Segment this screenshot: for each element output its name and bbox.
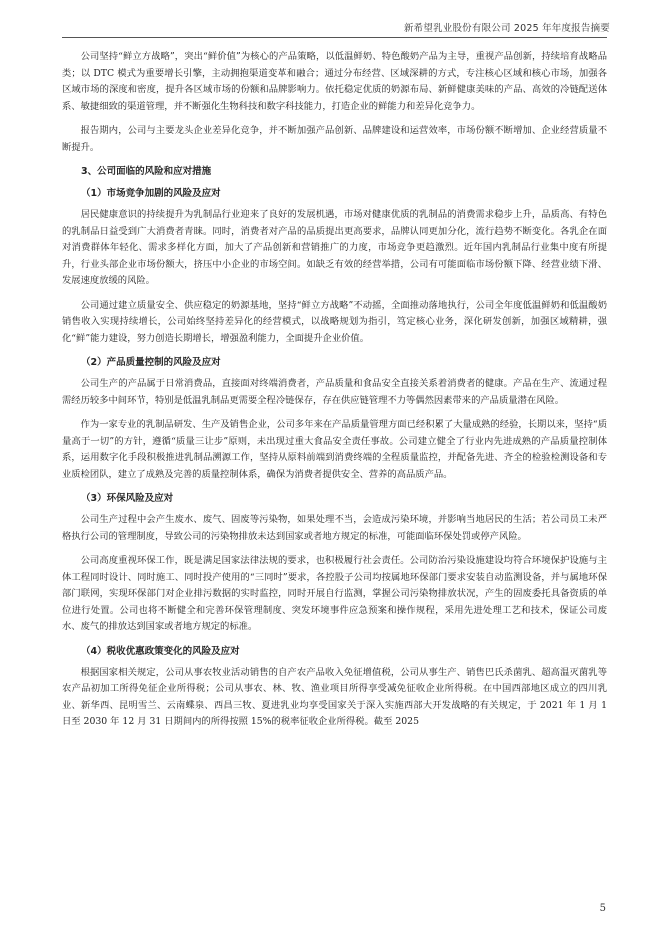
sub-heading-tax-policy: （4）税收优惠政策变化的风险及应对 xyxy=(81,645,240,657)
section-heading-risks: 3、公司面临的风险和应对措施 xyxy=(81,166,212,177)
sub-heading-market-competition: （1）市场竞争加剧的风险及应对 xyxy=(81,188,221,199)
paragraph-reporting-period: 报告期内，公司与主要龙头企业差异化竞争，并不断加强产品创新、品牌建设和运营效率，市场份额不断增加、企业经营质量不断提升。 xyxy=(62,125,607,153)
paragraph-quality-risk: 公司生产的产品属于日常消费品，直接面对终端消费者，产品质量和食品安全直接关系着消费者的健康。产品在生产、流通过程需经历较多中间环节，特别是低温乳制品更需要全程冷链保存，存在供应链管理不力等偶然因素带来的产品质量潜在风险。 xyxy=(62,378,607,406)
paragraph-market-risk: 居民健康意识的持续提升为乳制品行业迎来了良好的发展机遇，市场对健康优质的乳制品的消费需求稳步上升，品质高、有特色的乳制品日益受到广大消费者青睐。同时，消费者对产品的品质提出更高要求，品牌认同更加分化，流行趋势不断变化。各乳企在面对消费群体年轻化、需求多样化方面，加大了产品创新和营销推广的力度，市场竞争更趋激烈。近年国内乳制品行业集中度有所提升，行业头部企业市场份额大，挤压中小企业的市场空间。如缺乏有效的经营举措，公司有可能面临市场份额下降、经营业绩下滑、发展速度放缓的风险。 xyxy=(62,209,607,286)
sub-heading-quality-control: （2）产品质量控制的风险及应对 xyxy=(81,357,221,368)
page-number: 5 xyxy=(599,903,606,914)
paragraph-environmental-risk: 公司生产过程中会产生废水、废气、固废等污染物，如果处理不当，会造成污染环境，并影响当地居民的生活；若公司员工未严格执行公司的管理制度，导致公司的污染物排放未达到国家或者地方规定的标准，可能面临环保处罚或停产风险。 xyxy=(62,514,607,542)
header-divider xyxy=(62,37,607,38)
page-header-title: 新希望乳业股份有限公司 2025 年年度报告摘要 xyxy=(403,23,610,34)
sub-heading-environmental: （3）环保风险及应对 xyxy=(81,493,174,504)
paragraph-market-response: 公司通过建立质量安全、供应稳定的奶源基地，坚持“鲜立方战略”不动摇，全面推动落地执行，公司全年度低温鲜奶和低温酸奶销售收入实现持续增长，公司始终坚持差异化的经营模式，以战略规划为指引，笃定核心业务，深化研发创新，加强区域精耕，强化“鲜”能力建设，努力创造长期增长，增强盈利能力，全面提升企业价值。 xyxy=(62,299,607,344)
paragraph-tax-policy: 根据国家相关规定，公司从事农牧业活动销售的自产农产品收入免征增值税，公司从事生产、销售巴氏杀菌乳、超高温灭菌乳等农产品初加工所得免征企业所得税；公司从事农、林、牧、渔业项目所得享受减免征收企业所得税。在中国西部地区成立的四川乳业、新华西、昆明雪兰、云南蝶泉、西昌三牧、夏进乳业均享受国家关于深入实施西部大开发战略的有关规定，于 2021 年 1 月 1 日至 2030 年 12 月 31 日期间内的所得按照 15%的税率征收企业所得税。截至 2025 xyxy=(62,666,607,727)
report-body xyxy=(62,49,607,739)
paragraph-quality-response: 作为一家专业的乳制品研发、生产及销售企业，公司多年来在产品质量管理方面已经积累了大量成熟的经验，长期以来，坚持“质量高于一切”的方针，遵循“质量三让步”原则，未出现过重大食品安全责任事故。公司建立健全了行业内先进成熟的产品质量控制体系，运用数字化手段积极推进乳制品溯源工作，坚持从原料前端到消费终端的全程质量监控，并配备先进、齐全的检验检测设备和专业质检团队，建立了成熟及完善的质量控制体系，确保为消费者提供安全、营养的高品质产品。 xyxy=(62,419,607,480)
paragraph-environmental-response: 公司高度重视环保工作，既是满足国家法律法规的要求，也积极履行社会责任。公司防治污染设施建设均符合环境保护设施与主体工程同时设计、同时施工、同时投产使用的“三同时”要求，各控股子公司均按属地环保部门要求安装自动监测设备，并与属地环保部门联网，实现环保部门对企业排污数据的实时监控，同时开展自行监测，掌握公司污染物排放状况，产生的固废委托具备资质的单位进行处置。公司也将不断健全和完善环保管理制度、突发环境事件应急预案和操作规程，采用先进处理工艺和技术，保证公司废水、废气的排放达到国家或者地方规定的标准。 xyxy=(62,555,607,632)
paragraph-strategy: 公司坚持“鲜立方战略”，突出“鲜价值”为核心的产品策略，以低温鲜奶、特色酸奶产品为主导，重视产品创新，持续培育战略品类；以 DTC 模式为重要增长引擎，主动拥抱渠道变革和融合；通过分布经营、区域深耕的方式，专注核心区域和核心市场，加强各区域市场的深度和密度，提升各区域市场的份额和品牌影响力。依托稳定优质的奶源布局、新鲜健康美味的产品、高效的冷链配送体系、敏捷细致的渠道管理，并不断强化生物科技和数字科技能力，打造企业的鲜能力和差异化竞争力。 xyxy=(62,51,607,112)
